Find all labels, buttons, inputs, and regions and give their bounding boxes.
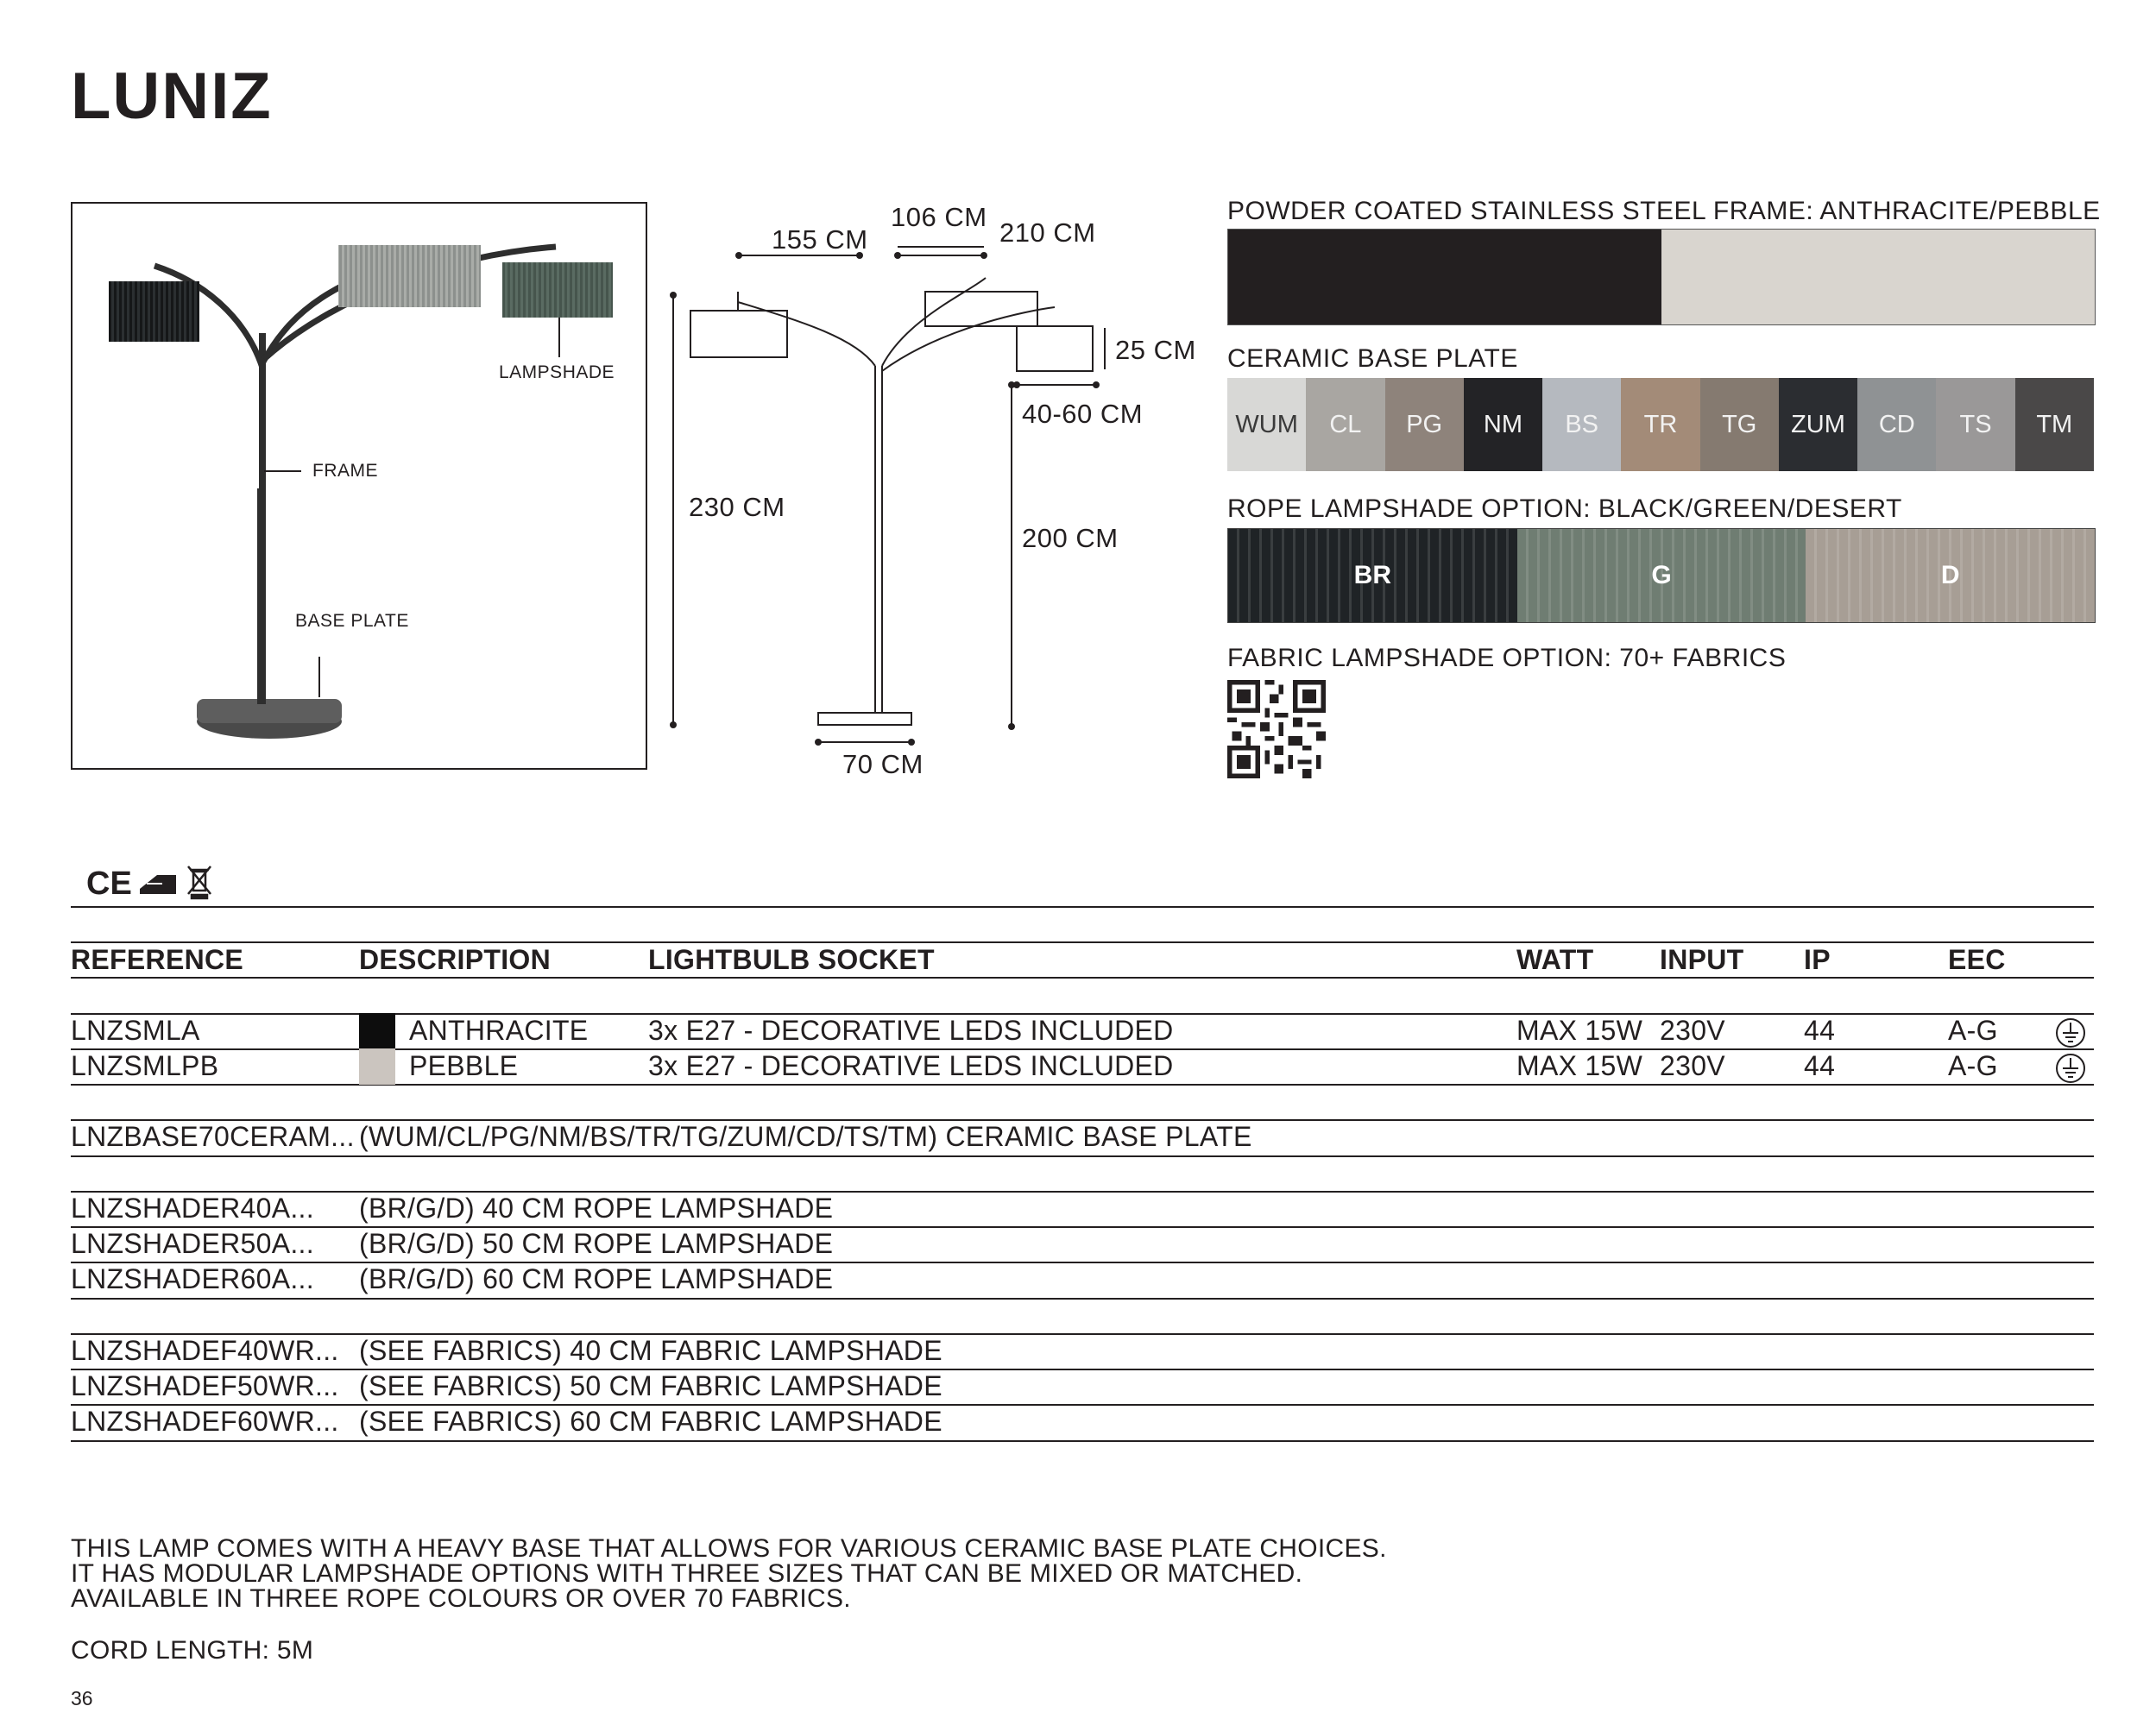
page-title: LUNIZ [71, 60, 273, 133]
rope-swatch-black: BR [1228, 529, 1517, 622]
page-number: 36 [71, 1687, 93, 1709]
table-row-desc: (SEE FABRICS) 50 CM FABRIC LAMPSHADE [359, 1370, 942, 1401]
dim-155: 155 CM [772, 224, 868, 255]
table-row-ip: 44 [1804, 1015, 1836, 1046]
dim-25: 25 CM [1115, 335, 1196, 365]
table-row-desc: (BR/G/D) 40 CM ROPE LAMPSHADE [359, 1193, 834, 1224]
table-row-input: 230V [1660, 1050, 1725, 1081]
ceramic-swatch: TR [1621, 378, 1699, 471]
divider [71, 1155, 2094, 1157]
earth-ground-icon [2054, 1017, 2087, 1054]
header-ip: IP [1804, 944, 1831, 975]
qr-code-icon[interactable] [1227, 680, 1326, 778]
divider [71, 1440, 2094, 1442]
ceramic-swatch: TM [2015, 378, 2094, 471]
rope-swatch-desert: D [1806, 529, 2095, 622]
ceramic-swatch: NM [1464, 378, 1542, 471]
table-row-socket: 3x E27 - DECORATIVE LEDS INCLUDED [648, 1015, 1174, 1046]
base-plate-callout: BASE PLATE [295, 611, 409, 631]
ceramic-swatch: WUM [1227, 378, 1306, 471]
table-row-desc: (SEE FABRICS) 40 CM FABRIC LAMPSHADE [359, 1335, 942, 1366]
ceramic-swatch: ZUM [1779, 378, 1857, 471]
table-row-input: 230V [1660, 1015, 1725, 1046]
divider [71, 941, 2094, 943]
ceramic-swatch: CD [1857, 378, 1936, 471]
frame-callout: FRAME [312, 461, 378, 481]
table-row-ref: LNZSHADEF40WR... [71, 1335, 339, 1366]
earth-ground-icon [2054, 1052, 2087, 1089]
cord-length: CORD LENGTH: 5M [71, 1636, 314, 1665]
table-row-watt: MAX 15W [1516, 1050, 1643, 1081]
description-line: IT HAS MODULAR LAMPSHADE OPTIONS WITH THREE SIZES THAT CAN BE MIXED OR MATCHED. [71, 1559, 1303, 1588]
rope-swatch-green: G [1517, 529, 1806, 622]
svg-text:CE: CE [86, 866, 132, 901]
table-row-ref: LNZSHADER40A... [71, 1193, 314, 1224]
ceramic-section-label: CERAMIC BASE PLATE [1227, 344, 1518, 373]
description-line: AVAILABLE IN THREE ROPE COLOURS OR OVER 70 FABRICS. [71, 1584, 851, 1613]
frame-swatches [1227, 229, 2096, 325]
table-row-ref: LNZSHADEF50WR... [71, 1370, 339, 1401]
certification-icons [86, 863, 224, 901]
table-row-eec: A-G [1948, 1050, 1998, 1081]
table-row-desc: PEBBLE [409, 1050, 519, 1081]
frame-section-label: POWDER COATED STAINLESS STEEL FRAME: ANTHRACITE/PEBBLE [1227, 197, 2101, 225]
table-row-watt: MAX 15W [1516, 1015, 1643, 1046]
table-row-ip: 44 [1804, 1050, 1836, 1081]
dim-40-60: 40-60 CM [1022, 399, 1144, 429]
frame-swatch-anthracite [1228, 230, 1661, 324]
dim-200: 200 CM [1022, 523, 1119, 553]
rope-section-label: ROPE LAMPSHADE OPTION: BLACK/GREEN/DESERT [1227, 494, 1902, 523]
table-row-desc: (WUM/CL/PG/NM/BS/TR/TG/ZUM/CD/TS/TM) CERAMIC BASE PLATE [359, 1121, 1252, 1152]
divider [71, 977, 2094, 979]
ceramic-swatch: TG [1700, 378, 1779, 471]
lampshade-callout: LAMPSHADE [499, 362, 615, 382]
dim-70: 70 CM [842, 749, 924, 779]
class-ii-icon [140, 875, 176, 894]
table-row-desc: ANTHRACITE [409, 1015, 589, 1046]
frame-swatch-pebble [1661, 230, 2095, 324]
weee-bin-icon [188, 866, 211, 898]
description-text [71, 1536, 1387, 1611]
table-row-eec: A-G [1948, 1015, 1998, 1046]
lamp-photo-illustration [72, 204, 649, 771]
table-row-ref: LNZBASE70CERAM... [71, 1121, 355, 1152]
ceramic-swatch: TS [1936, 378, 2014, 471]
ceramic-swatch: CL [1306, 378, 1384, 471]
table-row-ref: LNZSMLPB [71, 1050, 219, 1081]
table-row-ref: LNZSHADER60A... [71, 1263, 314, 1294]
ceramic-swatch: BS [1542, 378, 1621, 471]
divider [71, 906, 2094, 908]
ceramic-swatches [1227, 378, 2094, 471]
header-watt: WATT [1516, 944, 1594, 975]
dim-106: 106 CM [891, 202, 987, 232]
fabric-section-label: FABRIC LAMPSHADE OPTION: 70+ FABRICS [1227, 644, 1787, 672]
header-reference: REFERENCE [71, 944, 244, 975]
description-line: THIS LAMP COMES WITH A HEAVY BASE THAT ALLOWS FOR VARIOUS CERAMIC BASE PLATE CHOICES. [71, 1534, 1387, 1563]
table-row-ref: LNZSMLA [71, 1015, 200, 1046]
header-description: DESCRIPTION [359, 944, 551, 975]
table-row-socket: 3x E27 - DECORATIVE LEDS INCLUDED [648, 1050, 1174, 1081]
rope-swatches [1227, 528, 2096, 623]
divider [71, 1298, 2094, 1300]
table-row-ref: LNZSHADEF60WR... [71, 1406, 339, 1437]
header-socket: LIGHTBULB SOCKET [648, 944, 935, 975]
header-eec: EEC [1948, 944, 2006, 975]
product-photo [71, 202, 647, 770]
table-row-ref: LNZSHADER50A... [71, 1228, 314, 1259]
table-row-desc: (BR/G/D) 50 CM ROPE LAMPSHADE [359, 1228, 834, 1259]
ce-mark-icon [86, 866, 132, 901]
dim-210: 210 CM [999, 217, 1096, 248]
color-swatch-pebble [359, 1048, 395, 1085]
table-row-desc: (SEE FABRICS) 60 CM FABRIC LAMPSHADE [359, 1406, 942, 1437]
table-row-desc: (BR/G/D) 60 CM ROPE LAMPSHADE [359, 1263, 834, 1294]
dimension-drawing [656, 190, 1196, 794]
color-swatch-anthracite [359, 1013, 395, 1049]
dim-230: 230 CM [689, 492, 785, 522]
header-input: INPUT [1660, 944, 1744, 975]
ceramic-swatch: PG [1385, 378, 1464, 471]
